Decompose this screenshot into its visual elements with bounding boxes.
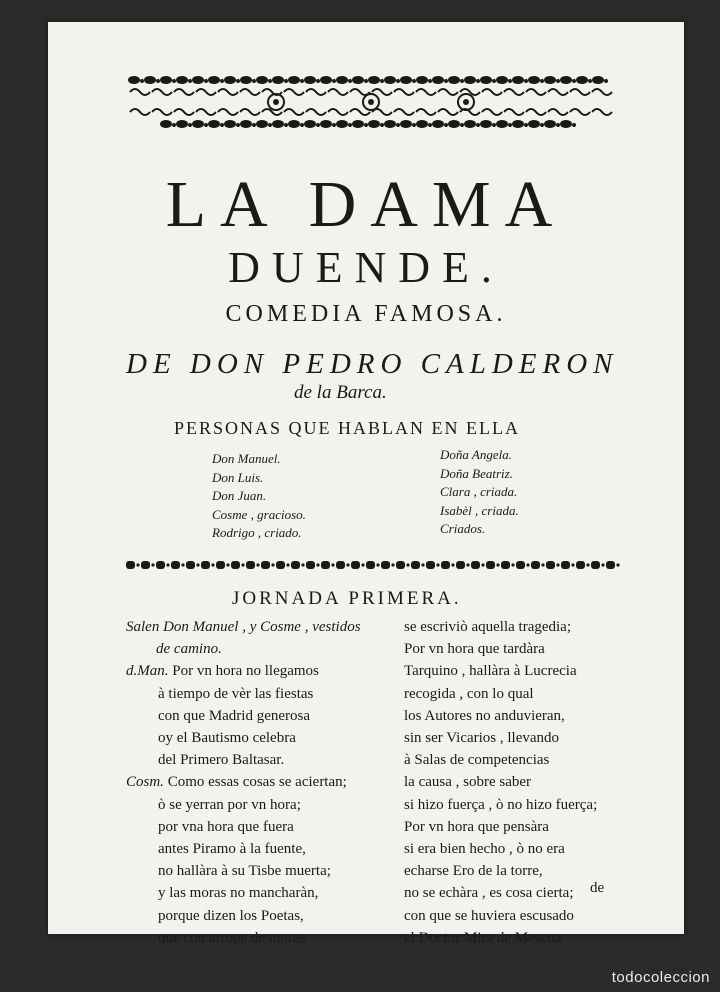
verse-line: recogida , con lo qual — [404, 685, 534, 702]
text-column-right — [404, 616, 597, 949]
verse-line: se escriviò aquella tragedia; — [404, 619, 572, 635]
verse-line: del Primero Baltasar. — [158, 752, 285, 769]
verse-line: à tiempo de vèr las fiestas — [158, 685, 314, 702]
cast-list-left — [212, 450, 306, 543]
verse-line — [126, 771, 361, 793]
verse-line: y las moras no mancharàn, — [158, 885, 319, 902]
title-line-3: COMEDIA FAMOSA. — [225, 301, 507, 327]
watermark-text: todocoleccion — [611, 969, 710, 986]
cast-entry: Doña Beatriz. — [440, 465, 513, 481]
cast-entry: Clara , criada. — [440, 484, 518, 499]
verse-line: los Autores no anduvieran, — [404, 707, 565, 724]
verse-line: no se echàra , es cosa cierta; — [404, 885, 574, 902]
verse-line: Por vn hora que pensàra — [404, 818, 549, 835]
top-ornament-band — [126, 72, 616, 132]
verse-line: la causa , sobre saber — [404, 774, 532, 791]
verse-line: Por vn hora que tardàra — [404, 641, 545, 658]
verse-line: ò se yerran por vn hora; — [158, 796, 301, 813]
cast-heading: PERSONAS QUE HABLAN EN ELLA — [174, 418, 520, 438]
title-line-1: LA DAMA — [165, 168, 567, 241]
printed-page — [48, 22, 684, 946]
cast-entry: Don Manuel. — [212, 451, 281, 466]
watermark-logo — [612, 969, 710, 986]
cast-entry: Cosme , gracioso. — [212, 506, 306, 522]
verse-text: Por vn hora no llegamos — [172, 663, 319, 680]
verse-line: Tarquino , hallàra à Lucrecia — [404, 663, 577, 680]
verse-line — [126, 660, 361, 682]
verse-line: sin ser Vicarios , llevando — [404, 730, 560, 747]
verse-line: à Salas de competencias — [404, 752, 550, 769]
speaker-label: d.Man. — [126, 663, 169, 680]
title-line-2: DUENDE. — [228, 243, 504, 292]
verse-line: si era bien hecho , ò no era — [404, 841, 565, 858]
speaker-label: Cosm. — [126, 774, 164, 791]
verse-line: porque dizen los Poetas, — [158, 907, 304, 924]
verse-line: que con arrope de moras — [158, 929, 306, 946]
author-line-2: de la Barca. — [294, 382, 387, 403]
ornament-divider — [122, 554, 618, 576]
cast-entry: Don Juan. — [212, 488, 267, 503]
verse-line: por vna hora que fuera — [158, 818, 294, 835]
text-column-left — [126, 616, 361, 949]
verse-line: con que se huviera escusado — [404, 907, 574, 924]
verse-line: antes Piramo à la fuente, — [158, 841, 306, 858]
cast-entry: Rodrigo , criado. — [212, 525, 302, 540]
cast-entry: Don Luis. — [212, 469, 264, 485]
cast-list-right — [440, 446, 519, 539]
verse-line: si hizo fuerça , ò no hizo fuerça; — [404, 796, 598, 813]
cast-entry: Isabèl , criada. — [440, 502, 519, 518]
verse-text: Como essas cosas se aciertan; — [167, 774, 347, 791]
verse-line: oy el Bautismo celebra — [158, 730, 296, 747]
catchword: de — [590, 880, 605, 896]
verse-line: con que Madrid generosa — [158, 707, 311, 724]
cast-entry: Criados. — [440, 521, 486, 536]
verse-line: no hallàra à su Tisbe muerta; — [158, 863, 331, 880]
act-heading: JORNADA PRIMERA. — [232, 588, 462, 609]
author-line-1: DE DON PEDRO CALDERON — [126, 348, 619, 380]
verse-line: echarse Ero de la torre, — [404, 863, 543, 880]
verse-line: el Doctor Mira de Mescua — [404, 929, 562, 946]
cast-entry: Doña Angela. — [440, 447, 512, 462]
stage-direction: de camino. — [156, 641, 222, 658]
stage-direction: Salen Don Manuel , y Cosme , vestidos — [126, 619, 361, 635]
